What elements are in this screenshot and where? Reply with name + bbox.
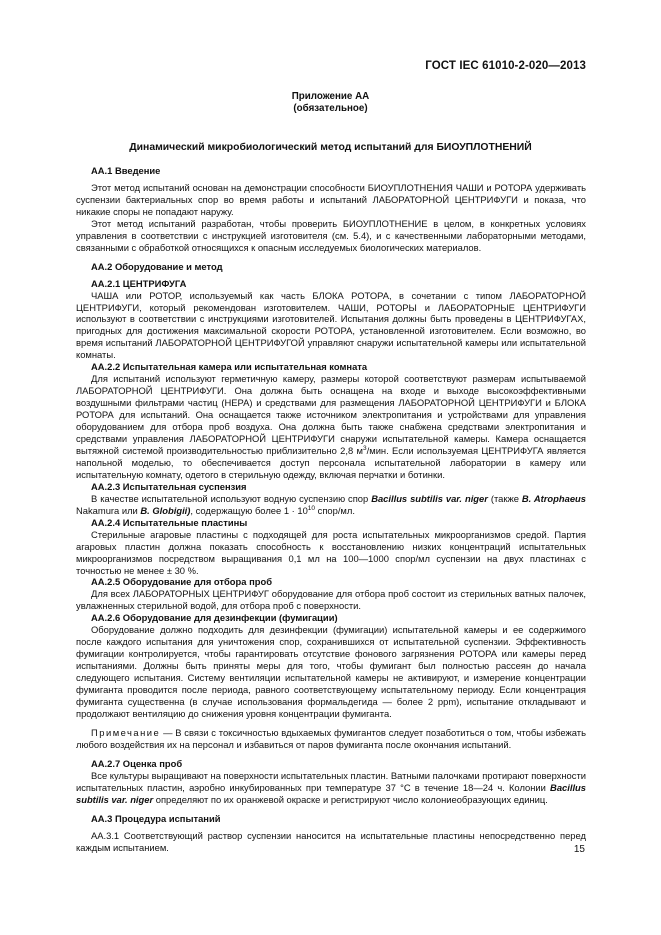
note-text: — В связи с токсичностью вдыхаемых фумигантов следует позаботиться о том, чтобы избежать любого воздействия их на персонал и избавиться от паров фумиганта после окончания испытаний. bbox=[76, 726, 586, 750]
aa23-superscript: 10 bbox=[307, 504, 316, 512]
section-heading-aa3: АА.3 Процедура испытаний bbox=[91, 812, 221, 824]
section-heading-aa23: АА.2.3 Испытательная суспензия bbox=[91, 480, 247, 492]
aa22-text-b: /мин. Если используемая ЦЕНТРИФУГА является напольной моделью, то обеспечивается доступ персонала испытательной лаборатории в камеру или испытательную комнату, одетого в стерильную одежду, включая перчатки и ботинки. bbox=[76, 444, 586, 480]
main-title: Динамический микробиологический метод испытаний для БИОУПЛОТНЕНИЙ bbox=[129, 142, 532, 153]
page-number: 15 bbox=[573, 844, 585, 855]
aa23-text-a: В качестве испытательной используют водную суспензию спор bbox=[91, 492, 372, 504]
aa23-species-3: B. Globigii) bbox=[140, 504, 191, 516]
aa23-species: Bacillus subtilis var. niger bbox=[371, 492, 488, 504]
aa27-text-a: Все культуры выращивают на поверхности испытательных пластин. Ватными палочками протирают поверхности испытательных пластин, аэробно инкубированных при температуре 37 °C в течение 18—24 ч. Колонии bbox=[76, 769, 586, 793]
aa23-text-d: , содержащую более 1 · 10 bbox=[190, 504, 308, 516]
paragraph-aa27 bbox=[76, 770, 586, 806]
aa23-text-e: спор/мл. bbox=[315, 504, 355, 516]
aa27-species: Bacillus subtilis var. niger bbox=[76, 781, 586, 805]
aa23-species-2: B. Atrophaeus bbox=[521, 492, 586, 504]
annex-title: Приложение АА bbox=[291, 91, 370, 102]
section-heading-aa2: АА.2 Оборудование и метод bbox=[91, 260, 223, 272]
section-heading-aa27: АА.2.7 Оценка проб bbox=[91, 757, 183, 769]
aa22-superscript: 3 bbox=[363, 444, 367, 452]
section-heading-aa25: АА.2.5 Оборудование для отбора проб bbox=[91, 576, 272, 588]
note-label: Примечание bbox=[91, 726, 161, 738]
paragraph-aa23 bbox=[76, 493, 586, 517]
aa27-text-b: определяют по их оранжевой окраске и регистрируют число колониеобразующих единиц. bbox=[153, 793, 548, 805]
aa23-text-b: (также bbox=[487, 492, 522, 504]
note bbox=[76, 727, 586, 751]
paragraph-aa26: Оборудование должно подходить для дезинфекции (фумигации) испытательной камеры и ее содержимого после каждого испытания для уничтожения спор, сохранившихся от испытательной суспензии. Эффективность фумигации контролируется, чтобы гарантировать отсутствие фонового загрязнения РОТОРА или камеры перед испытаниями. Должны быть приняты меры для того, чтобы фумигант был полностью рассеян до начала следующего испытания. Систему вентиляции испытательной камеры не активируют, и измерение концентрации фумиганта проводится после периода, равного соответствующему испытательному периоду. Если концентрация фумиганта существенна (в случае использования формальдегида — более 2 ppm), испытание откладывают и продолжают вентиляцию до снижения уровня концентрации фумиганта. bbox=[76, 624, 587, 719]
section-heading-aa21: АА.2.1 ЦЕНТРИФУГА bbox=[91, 277, 187, 289]
body-text bbox=[76, 165, 586, 853]
paragraph-aa31: АА.3.1 Соответствующий раствор суспензии наносится на испытательные пластины непосредственно перед каждым испытанием. bbox=[76, 829, 586, 853]
aa23-text-c: Nakamura или bbox=[76, 504, 141, 516]
paragraph-aa24: Стерильные агаровые пластины с подходящей для роста испытательных микроорганизмов средой. Партия агаровых пластин должна показать способность к восстановлению низких концентраций испытательных микроорганизмов посредством выращивания 0,1 мл на 100—1000 спор/мл суспензии на двух пластинах с точностью не менее ± 30 %. bbox=[76, 528, 586, 576]
annex-status: (обязательное) bbox=[293, 103, 368, 114]
paragraph-aa22 bbox=[76, 373, 586, 481]
standard-header: ГОСТ IEC 61010-2-020—2013 bbox=[425, 60, 586, 72]
section-heading-aa24: АА.2.4 Испытательные пластины bbox=[91, 516, 248, 528]
section-heading-aa1: АА.1 Введение bbox=[91, 165, 161, 176]
paragraph-aa1-1: Этот метод испытаний основан на демонстрации способности БИОУПЛОТНЕНИЯ ЧАШИ и РОТОРА удерживать суспензии бактериальных спор во время работы и испытаний ЛАБОРАТОРНОЙ ЦЕНТРИФУГИ и показа, что никакие споры не попадают наружу. bbox=[76, 181, 586, 217]
aa22-text-a: Для испытаний используют герметичную камеру, размеры которой соответствуют размерам испытываемой ЛАБОРАТОРНОЙ ЦЕНТРИФУГИ. Она должна быть оснащена на входе и выходе высокоэффективными воздушными фильтрами частиц (HEPA) и средствами для размещения ЛАБОРАТОРНОЙ ЦЕНТРИФУГИ и БЛОКА РОТОРА для испытаний. Она оснащается также источником электропитания и устройствами для управления оборудованием для отбора проб воздуха. Она должна быть также снабжена средствами электропитания и средствами управления ЛАБОРАТОРНОЙ ЦЕНТРИФУГИ снаружи испытательной камеры. Камера оснащается вытяжной системой производительностью приблизительно 2,8 м bbox=[76, 373, 586, 456]
paragraph-aa25: Для всех ЛАБОРАТОРНЫХ ЦЕНТРИФУГ оборудование для отбора проб состоит из стерильных ватных палочек, увлажненных стерильной водой, для отбора проб с поверхности. bbox=[76, 588, 586, 612]
paragraph-aa1-2: Этот метод испытаний разработан, чтобы проверить БИОУПЛОТНЕНИЕ в целом, в конкретных условиях управления в соответствии с инструкцией изготовителя (см. 5.4), и с качественными лабораторными методами, связанными с обработкой относящихся к опасным исследуемых биологических материалов. bbox=[76, 217, 586, 253]
paragraph-aa21: ЧАША или РОТОР, используемый как часть БЛОКА РОТОРА, в сочетании с типом ЛАБОРАТОРНОЙ ЦЕНТРИФУГИ, который рекомендован изготовителем. ЧАШИ, РОТОРЫ и ЛАБОРАТОРНЫЕ ЦЕНТРИФУГИ используют в соответствии с инструкциями изготовителей. Испытания должны быть проведены в ЦЕНТРИФУГАХ, пригодных для достижения максимальной скорости РОТОРА, установленной изготовителем. Если возможно, во время испытаний ЛАБОРАТОРНОЙ ЦЕНТРИФУГОЙ управляют снаружи испытательной камеры или испытательной комнаты. bbox=[76, 289, 586, 361]
section-heading-aa22: АА.2.2 Испытательная камера или испытательная комната bbox=[91, 361, 368, 373]
section-heading-aa26: АА.2.6 Оборудование для дезинфекции (фумигации) bbox=[91, 612, 338, 624]
